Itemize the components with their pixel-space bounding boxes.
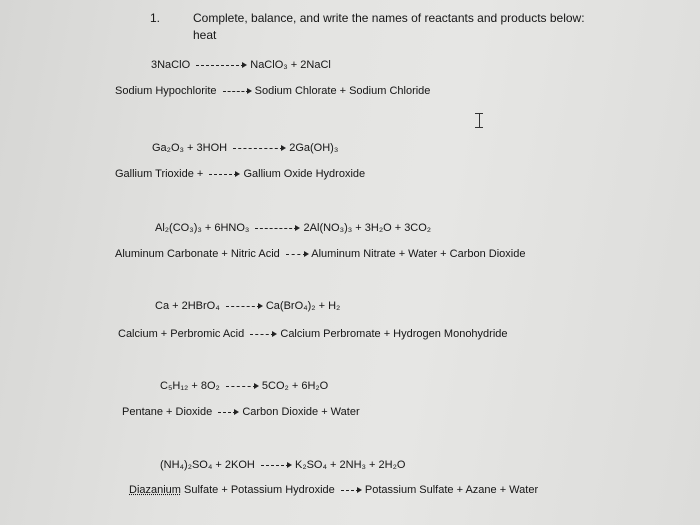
names-1-right: Sodium Chlorate + Sodium Chloride: [254, 85, 431, 97]
equation-1: [151, 59, 331, 72]
arrow-icon: [218, 412, 236, 413]
equation-2: [152, 142, 338, 155]
equation-6-right: K₂SO₄ + 2NH₃ + 2H₂O: [294, 459, 406, 471]
equation-1-right: NaClO₃ + 2NaCl: [250, 59, 331, 71]
equation-4-left: Ca + 2HBrO₄: [155, 300, 220, 312]
equation-2-right: 2Ga(OH)₃: [289, 142, 339, 154]
arrow-icon: [261, 465, 289, 466]
arrow-icon: [286, 254, 306, 255]
question-number: 1.: [150, 11, 161, 25]
names-2-left: Gallium Trioxide +: [115, 168, 204, 180]
arrow-icon: [223, 91, 249, 92]
names-3-left: Aluminum Carbonate + Nitric Acid: [115, 248, 280, 260]
names-4: [118, 328, 508, 341]
names-2: [115, 168, 365, 181]
names-4-right: Calcium Perbromate + Hydrogen Monohydride: [280, 328, 508, 340]
arrow-icon: [255, 228, 297, 229]
equation-3-right: 2Al(NO₃)₃ + 3H₂O + 3CO₂: [303, 222, 432, 234]
equation-4: [155, 300, 340, 313]
equation-3-left: Al₂(CO₃)₃ + 6HNO₃: [155, 222, 250, 234]
names-5-right: Carbon Dioxide + Water: [242, 406, 360, 418]
names-6-left: Sulfate + Potassium Hydroxide: [184, 484, 335, 496]
question-title: Complete, balance, and write the names of reactants and products below:: [193, 11, 585, 25]
arrow-icon: [250, 334, 274, 335]
names-6: [129, 484, 538, 497]
arrow-icon: [196, 65, 244, 66]
names-3: [115, 248, 525, 261]
equation-1-left: 3NaClO: [151, 59, 191, 71]
arrow-icon: [341, 490, 359, 491]
names-5: [122, 406, 360, 419]
equation-5-left: C₅H₁₂ + 8O₂: [160, 380, 220, 392]
arrow-icon: [209, 174, 237, 175]
text-cursor-icon: [475, 113, 483, 128]
equation-5: [160, 380, 328, 393]
equation-6-left: (NH₄)₂SO₄ + 2KOH: [160, 459, 255, 471]
names-1-left: Sodium Hypochlorite: [115, 85, 217, 97]
question-subtitle: heat: [193, 28, 217, 42]
equation-6: [160, 459, 405, 472]
names-2-right: Gallium Oxide Hydroxide: [243, 168, 366, 180]
arrow-icon: [233, 148, 283, 149]
arrow-icon: [226, 306, 260, 307]
names-3-right: Aluminum Nitrate + Water + Carbon Dioxide: [311, 248, 526, 260]
equation-5-right: 5CO₂ + 6H₂O: [261, 380, 329, 392]
arrow-icon: [226, 386, 256, 387]
names-1: [115, 85, 430, 98]
names-4-left: Calcium + Perbromic Acid: [118, 328, 245, 340]
equation-4-right: Ca(BrO₄)₂ + H₂: [265, 300, 341, 312]
equation-2-left: Ga₂O₃ + 3HOH: [152, 142, 228, 154]
names-6-left-prefix: Diazanium: [129, 484, 181, 496]
equation-3: [155, 222, 431, 235]
names-5-left: Pentane + Dioxide: [122, 406, 213, 418]
names-6-right: Potassium Sulfate + Azane + Water: [364, 484, 539, 496]
